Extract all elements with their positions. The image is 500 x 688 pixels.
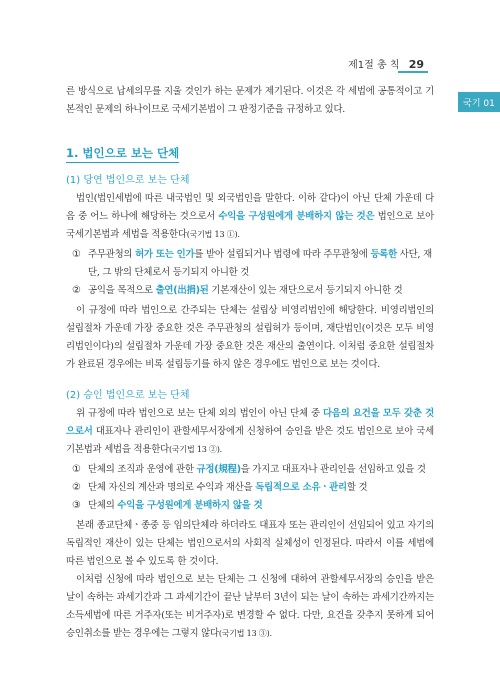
- highlight: 수익을 구성원에게 분배하지 않을 것: [117, 500, 263, 511]
- chapter-title: 제1절 총 칙: [348, 60, 400, 71]
- section-heading-text: 1. 법인으로 보는 단체: [66, 146, 179, 163]
- text: 단체 자신의 계산과 명의로 수익과 재산을: [88, 482, 256, 493]
- item-number: ②: [72, 482, 81, 493]
- highlight: 규정(規程): [196, 464, 241, 475]
- page-number: 29: [408, 58, 424, 71]
- paragraph: [66, 571, 434, 643]
- law-reference: (국기법 13 ②).: [168, 445, 223, 454]
- list-item: [66, 246, 434, 282]
- condition-list: [66, 461, 434, 515]
- item-number: ①: [72, 464, 81, 475]
- intro-paragraph: 른 방식으로 납세의무를 지울 것인가 하는 문제가 제기된다. 이것은 각 세법에 공통적이고 기본적인 문제의 하나이므로 국세기본법이 그 판정기준을 규정하고 있다.: [66, 86, 434, 115]
- highlight: 독립적으로 소유ㆍ관리: [255, 482, 347, 493]
- chapter-tab: 국기 01: [458, 92, 500, 112]
- text: 대표자나 관리인이 관할세무서장에게 신청하여 승인을 받은 것도 법인으로 보아 국세기본법과 세법을 적용한다: [66, 426, 434, 455]
- highlight: 수익을 구성원에게 분배하지 않는 것은: [218, 211, 375, 222]
- highlight: 허가 또는 인가: [135, 249, 195, 260]
- item-number: ③: [72, 500, 81, 511]
- running-header: [348, 56, 424, 71]
- highlight: 다음의 요건을 모두 갖춘 것으로서: [66, 408, 434, 437]
- paragraph: 본래 종교단체ㆍ종중 등 임의단체라 하더라도 대표자 또는 관리인이 선임되어 있고 자기의 독립적인 재산이 있는 단체는 법인으로서의 사회적 실체성이 인정된다. 따라서 이를 세법에 따른 법인으로 볼 수 있도록 한 것이다.: [66, 520, 434, 567]
- item-number: ②: [72, 285, 81, 296]
- subsection-heading-2: (2) 승인 법인으로 보는 단체: [66, 390, 190, 401]
- section-heading: [66, 145, 434, 161]
- paragraph: 이 규정에 따라 법인으로 간주되는 단체는 설립상 비영리법인에 해당한다. 비영리법인의 설립절차 가운데 가장 중요한 것은 주무관청의 설립허가 등이며, 재단법인(이것은 모두 비영리법인이다)의 설립절차 가운데 가장 중요한 것은 재산의 출연이다. 이처럼 중요한 설립절차가 완료된 경우에는 비록 설립등기를 하지 않은 경우에도 법인으로 보는 것이다.: [66, 305, 434, 370]
- text: 할 것: [346, 482, 368, 493]
- list-item: [66, 461, 434, 479]
- law-reference: (국기법 13 ③).: [218, 629, 272, 638]
- text: 위 규정에 따라 법인으로 보는 단체 외의 법인이 아닌 단체 중: [76, 408, 323, 419]
- text: 주무관청의: [88, 249, 136, 260]
- text: 사단, 재단, 그 밖의 단체로서 등기되지 아니한 것: [88, 249, 432, 278]
- list-item: [66, 282, 434, 300]
- text: 를 받아 설립되거나 법령에 따라 주무관청에: [194, 249, 371, 260]
- text: 단체의 조직과 운영에 관한: [88, 464, 197, 475]
- paragraph: [66, 405, 434, 459]
- law-reference: (국기법 13 ①).: [186, 230, 240, 239]
- text: 이처럼 신청에 따라 법인으로 보는 단체는 그 신청에 대하여 관할세무서장의 승인을 받은 날이 속하는 과세기간과 그 과세기간이 끝난 날부터 3년이 되는 날이 속하는 과세기간까지는 소득세법에 따른 거주자(또는 비거주자)로 변경할 수 없다. 다만, 요건을 갖추지 못하게 되어 승인취소를 받는 경우에는 그렇지 않다: [66, 574, 434, 639]
- list-item: [66, 479, 434, 497]
- text: 법인으로 보아 국세기본법과 세법을 적용한다: [66, 211, 434, 240]
- page-body: [66, 83, 434, 643]
- highlight: 등록한: [370, 249, 398, 260]
- subsection-heading-1: (1) 당연 법인으로 보는 단체: [66, 175, 190, 186]
- list-item: [66, 497, 434, 515]
- item-number: ①: [72, 249, 81, 260]
- text: 기본재산이 있는 재단으로서 등기되지 아니한 것: [208, 285, 403, 296]
- text: 단체의: [88, 500, 118, 511]
- text: 을 가지고 대표자나 관리인을 선임하고 있을 것: [240, 464, 426, 475]
- text: 법인(법인세법에 따른 내국법인 및 외국법인을 말한다. 이하 같다)이 아닌 단체 가운데 다음 중 어느 하나에 해당하는 것으로서: [66, 193, 434, 222]
- text: 공익을 목적으로: [88, 285, 156, 296]
- paragraph: [66, 190, 434, 244]
- condition-list: [66, 246, 434, 300]
- highlight: 출연(出捐)된: [155, 285, 209, 296]
- header-rule: [398, 71, 428, 73]
